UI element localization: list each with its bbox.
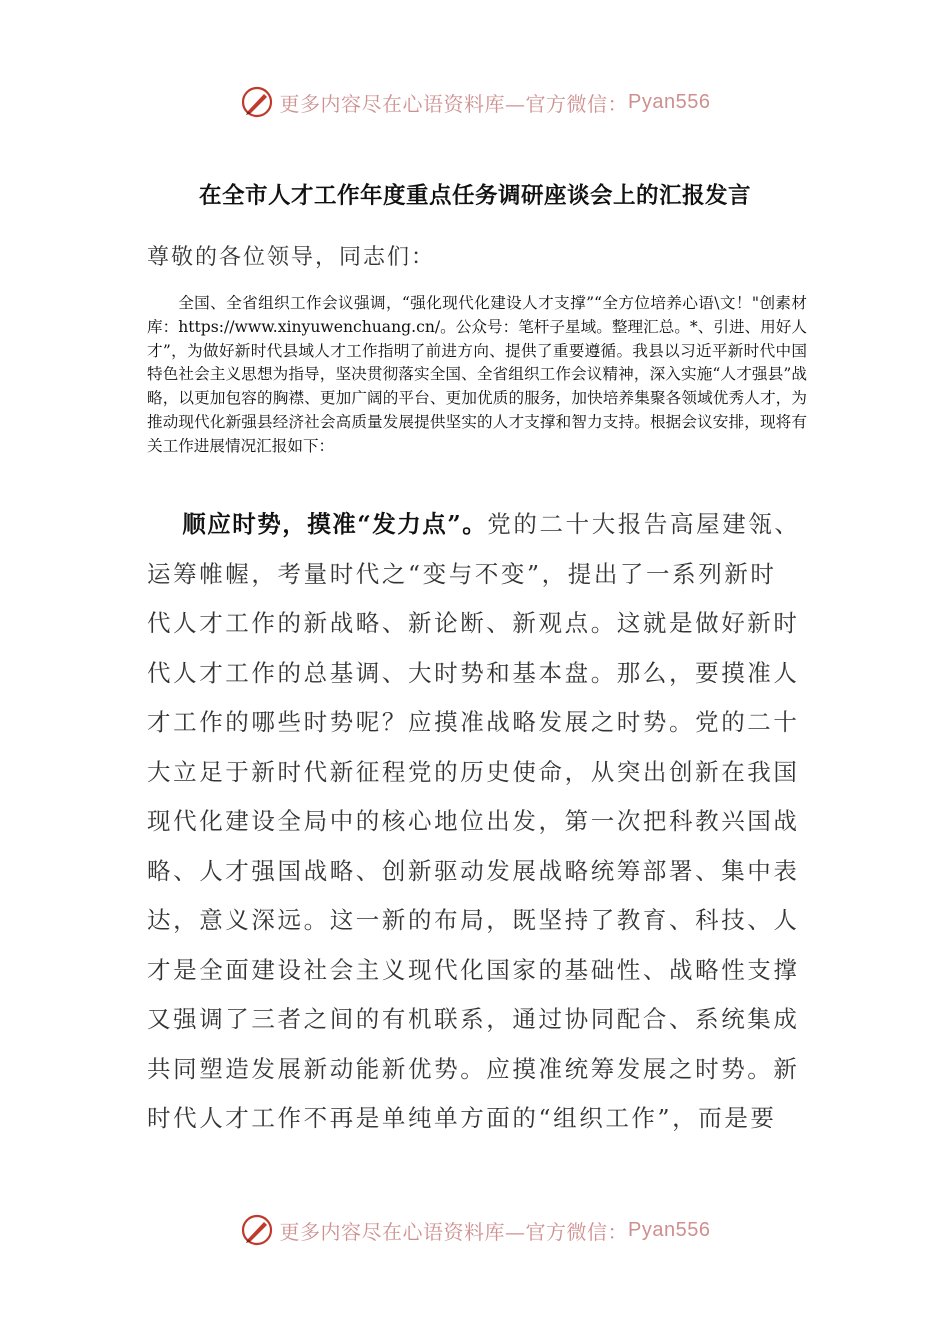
paragraph-line: 才工作的哪些时势呢？应摸准战略发展之时势。党的二十 [147, 708, 800, 736]
banner-text: 更多内容尽在心语资料库—官方微信： [279, 91, 629, 116]
pen-logo-icon [240, 1213, 274, 1247]
paragraph-line: 达，意义深远。这一新的布局，既坚持了教育、科技、人 [147, 906, 800, 934]
paragraph-line: 共同塑造发展新动能新优势。应摸准统筹发展之时势。新 [147, 1054, 800, 1083]
banner-text: 更多内容尽在心语资料库—官方微信： [279, 1219, 629, 1244]
paragraph-line: 时代人才工作不再是单纯单方面的“组织工作”，而是要 [147, 1104, 777, 1132]
paragraph-line [147, 500, 817, 550]
intro-paragraph: 全国、全省组织工作会议强调，“强化现代化建设人才支撑”“全方位培养心语\文！"创素材库：https://www.xinyuwenchuang.cn/。公众号：笔杆子星域。整理汇总。*、引进、用好人才”，为做好新时代县域人才工作指明了前进方向、提供了重要遵循。我县以习近平新时代中国特色社会主义思想为指导，坚决贯彻落实全国、全省组织工作会议精神，深入实施“人才强县”战略，以更加包容的胸襟、更加广阔的平台、更加优质的服务，加快培养集聚各领域优秀人才，为推动现代化新强县经济社会高质量发展提供坚实的人才支撑和智力支持。根据会议安排，现将有关工作进展情况汇报如下： [147, 294, 807, 455]
paragraph-line: 才是全面建设社会主义现代化国家的基础性、战略性支撑 [147, 955, 800, 984]
banner-wechat-id: Pyan556 [628, 1218, 711, 1241]
salutation: 尊敬的各位领导，同志们： [147, 245, 436, 270]
paragraph-text: 党的二十大报告高屋建瓴、 [487, 510, 801, 538]
banner-wechat-id: Pyan556 [628, 90, 711, 113]
pen-logo-icon [240, 85, 274, 119]
section-heading: 顺应时势，摸准“发力点”。 [182, 510, 488, 538]
paragraph-line: 又强调了三者之间的有机联系，通过协同配合、系统集成 [147, 1005, 800, 1033]
paragraph-line: 略、人才强国战略、创新驱动发展战略统筹部署、集中表 [147, 856, 800, 885]
paragraph-line: 代人才工作的总基调、大时势和基本盘。那么，要摸准人 [147, 658, 800, 687]
footer-banner [0, 1208, 950, 1252]
paragraph-line: 现代化建设全局中的核心地位出发，第一次把科教兴国战 [147, 807, 800, 835]
paragraph-line: 代人才工作的新战略、新论断、新观点。这就是做好新时 [147, 609, 800, 637]
paragraph-line: 大立足于新时代新征程党的历史使命，从突出创新在我国 [147, 757, 800, 786]
section-paragraph [147, 500, 817, 1144]
document-title: 在全市人才工作年度重点任务调研座谈会上的汇报发言 [198, 183, 751, 209]
paragraph-line: 运筹帷幄，考量时代之“变与不变”，提出了一系列新时 [147, 559, 777, 588]
header-banner [0, 80, 950, 124]
